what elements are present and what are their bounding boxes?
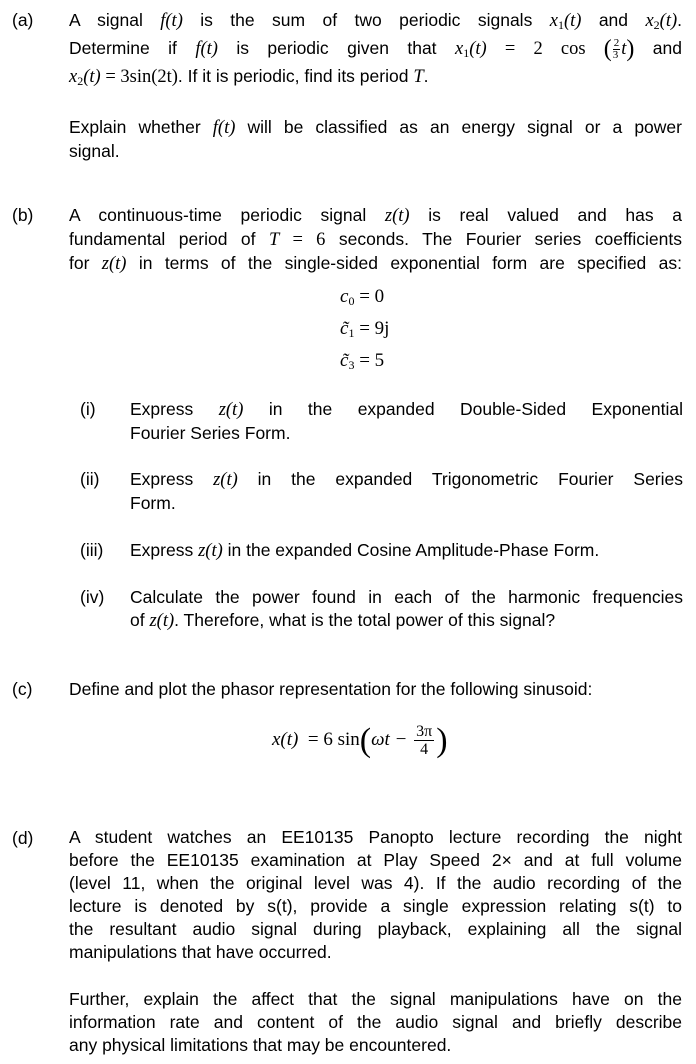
label-c: (c) [12,679,33,699]
part-a-explain: Explain whether f(t) will be classified as an energy signal or a power signal. [69,117,682,161]
part-b-question: A continuous-time periodic signal z(t) is real valued and has a fundamental period of T = 6 seconds. The Fourier series coefficients for z(t) in terms of the single-sided exponential form are specified as: [69,205,683,274]
part-c-question: Define and plot the phasor representation for the following sinusoid: [69,679,593,699]
coefficient-c0: $c_0 = 0$ [340,286,385,308]
coefficient-c3: $c̃_3 = 5$ [340,350,385,372]
label-a: (a) [12,10,34,30]
coefficient-c1: $c̃_1 = 9j$ [340,318,390,340]
label-b-iv: (iv) [80,587,105,607]
part-b-iii: Express z(t) in the expanded Cosine Amplitude-Phase Form. [130,540,600,561]
sinusoid-equation: x(t) = 6 sin(ωt − $\frac{3\pi}{4}$ ) [272,722,448,759]
part-d-further: Further, explain the affect that the signal manipulations have on the information rate and content of the audio signal and briefly describe any physical limitations that may be encountered. [69,989,682,1055]
part-a-question: A signal f(t) is the sum of two periodic signals $x_1(t)$ and $x_2(t)$. Determine if f(t) is periodic given that $x_1(t) = 2$ cos ( $\frac{2}{3}$ t) and $x_2(t) = 3\sin(2t)$. If it is periodic, find its period T. [69,10,682,88]
part-b-i: Express z(t) in the expanded Double-Sided Exponential Fourier Series Form. [130,399,684,443]
part-b-iv: Calculate the power found in each of the harmonic frequencies of z(t). Therefore, what is the total power of this signal? [130,587,683,631]
part-d-question: A student watches an EE10135 Panopto lecture recording the night before the EE10135 examination at Play Speed 2× and at full volume (level 11, when the original level was 4). If the audio recording of the lecture is denoted by s(t), provide a single expression relating s(t) to the resultant audio signal during playback, explaining all the signal manipulations that have occurred. [69,827,682,962]
label-b-iii: (iii) [80,540,104,560]
label-d: (d) [12,828,34,848]
label-b-i: (i) [80,399,96,419]
label-b-ii: (ii) [80,469,100,489]
part-b-ii: Express z(t) in the expanded Trigonometric Fourier Series Form. [130,469,683,513]
label-b: (b) [12,205,34,225]
